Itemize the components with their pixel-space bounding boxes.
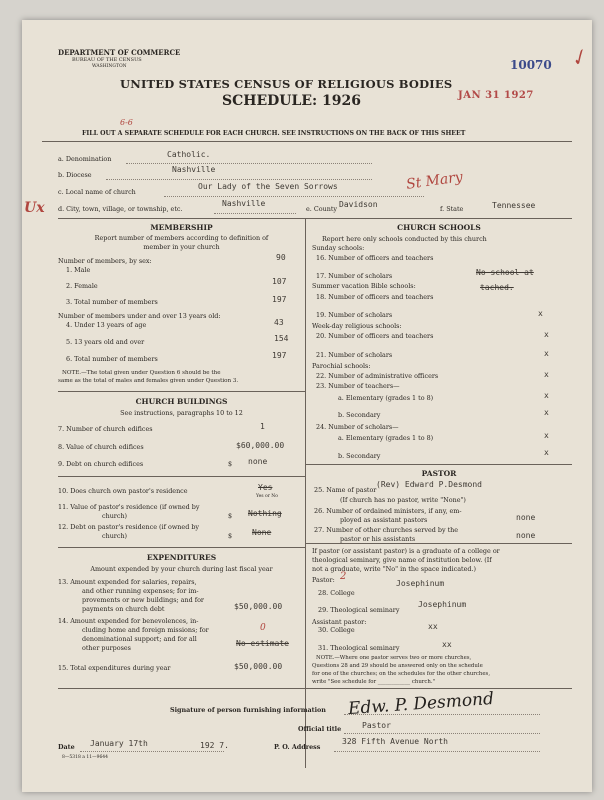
q2-value: 107 bbox=[272, 277, 287, 286]
q14-label-4: other purposes bbox=[82, 644, 131, 652]
q11-label-1: 11. Value of pastor's residence (if owned by bbox=[58, 503, 200, 511]
divider bbox=[58, 476, 305, 477]
column-divider bbox=[305, 218, 306, 768]
q14-value: No estimate bbox=[236, 639, 289, 648]
q31-value: xx bbox=[442, 640, 452, 649]
summer-label: Summer vacation Bible schools: bbox=[312, 282, 416, 290]
q14-label-2: cluding home and foreign missions; for bbox=[82, 626, 209, 634]
pastor-note-3: for one of the churches; on the schedules for the other churches, bbox=[312, 671, 491, 677]
q31-label: 31. Theological seminary bbox=[318, 644, 400, 652]
date-year: 192 7. bbox=[200, 741, 229, 750]
schools-heading: CHURCH SCHOOLS bbox=[397, 223, 481, 232]
grad-note-3: not a graduate, write "No" in the space indicated.) bbox=[312, 565, 477, 573]
address-label: P. O. Address bbox=[274, 743, 321, 751]
divider bbox=[305, 543, 572, 544]
diocese-value: Nashville bbox=[172, 165, 216, 174]
pastor-hand-note: 2 bbox=[340, 571, 347, 582]
city-value: Nashville bbox=[222, 199, 266, 208]
dotted-line bbox=[334, 751, 540, 752]
q28-label: 28. College bbox=[318, 589, 355, 597]
q5-label: 5. 13 years old and over bbox=[66, 338, 145, 346]
q9-label: 9. Debt on church edifices bbox=[58, 460, 144, 468]
divider bbox=[58, 547, 305, 548]
q26-label-2: ployed as assistant pastors bbox=[340, 516, 428, 524]
q27-label-2: pastor or his assistants bbox=[340, 535, 416, 543]
membership-note-1: NOTE.—The total given under Question 6 should be the bbox=[62, 370, 221, 376]
divider bbox=[58, 688, 572, 689]
q13-label-3: provements or new buildings; and for bbox=[82, 596, 204, 604]
city-label: d. City, town, village, or township, etc. bbox=[58, 205, 183, 213]
grad-note-1: If pastor (or assistant pastor) is a graduate of a college or bbox=[312, 547, 500, 555]
q22-label: 22. Number of administrative officers bbox=[316, 372, 439, 380]
dotted-line bbox=[126, 163, 372, 164]
divider bbox=[58, 218, 572, 219]
q20-label: 20. Number of officers and teachers bbox=[316, 332, 434, 340]
census-form bbox=[22, 20, 592, 792]
pastor-note-4: write "See schedule for ____________ church." bbox=[312, 679, 436, 685]
title-value: Pastor bbox=[362, 721, 391, 730]
q13-value: $50,000.00 bbox=[234, 602, 283, 611]
q7-value: 1 bbox=[260, 422, 265, 431]
dotted-line bbox=[344, 733, 540, 734]
q12-value: None bbox=[252, 528, 272, 537]
q14-label-3: denominational support; and for all bbox=[82, 635, 197, 643]
q15-label: 15. Total expenditures during year bbox=[58, 664, 171, 672]
q9-dollar: $ bbox=[228, 460, 233, 468]
divider bbox=[42, 141, 572, 142]
church-name-value: Our Lady of the Seven Sorrows bbox=[198, 182, 338, 191]
county-label: e. County bbox=[306, 205, 337, 213]
q14-label-1: 14. Amount expended for benevolences, in- bbox=[58, 617, 199, 625]
q13-label-4: payments on church debt bbox=[82, 605, 165, 613]
q25-sub: (If church has no pastor, write "None") bbox=[340, 496, 466, 504]
q21-label: 21. Number of scholars bbox=[316, 351, 393, 359]
instructions-line: FILL OUT A SEPARATE SCHEDULE FOR EACH CHURCH. SEE INSTRUCTIONS ON THE BACK OF THIS SHEET bbox=[82, 130, 466, 137]
q24a-x: x bbox=[544, 431, 549, 440]
q19-x: x bbox=[538, 309, 543, 318]
q22-x: x bbox=[544, 370, 549, 379]
q24a-label: a. Elementary (grades 1 to 8) bbox=[338, 434, 434, 442]
q17-value-1: No school at bbox=[476, 268, 534, 277]
church-name-label: c. Local name of church bbox=[58, 188, 136, 196]
members-by-sex-label: Number of members, by sex: bbox=[58, 257, 152, 265]
pastor-label: Pastor: bbox=[312, 576, 335, 584]
q24b-x: x bbox=[544, 448, 549, 457]
q26-label-1: 26. Number of ordained ministers, if any, em- bbox=[314, 507, 462, 515]
q7-label: 7. Number of church edifices bbox=[58, 425, 153, 433]
expenditures-heading: EXPENDITURES bbox=[146, 553, 217, 562]
form-title: UNITED STATES CENSUS OF RELIGIOUS BODIES bbox=[120, 77, 453, 91]
parochial-label: Parochial schools: bbox=[312, 362, 371, 370]
weekday-label: Week-day religious schools: bbox=[312, 322, 402, 330]
q13-label-1: 13. Amount expended for salaries, repairs, bbox=[58, 578, 197, 586]
expenditures-sub: Amount expended by your church during last fiscal year bbox=[90, 565, 273, 573]
membership-intro-1: Report number of members according to definition of bbox=[94, 234, 269, 242]
q12-label-2: church) bbox=[102, 532, 128, 540]
q5-value: 154 bbox=[274, 334, 289, 343]
divider bbox=[58, 391, 305, 392]
denomination-label: a. Denomination bbox=[58, 155, 112, 163]
q11-value: Nothing bbox=[248, 509, 282, 518]
q23-label: 23. Number of teachers— bbox=[316, 382, 400, 390]
q6-value: 197 bbox=[272, 351, 287, 360]
city-label: WASHINGTON bbox=[92, 64, 127, 69]
stamp-number: 10070 bbox=[510, 58, 552, 72]
q24b-label: b. Secondary bbox=[338, 452, 381, 460]
membership-intro-2: member in your church bbox=[143, 243, 220, 251]
q28-value: Josephinum bbox=[396, 579, 445, 588]
received-stamp: JAN 31 1927 bbox=[458, 90, 534, 101]
pastor-note-2: Questions 28 and 29 should be answered only on the schedule bbox=[312, 663, 483, 669]
margin-mark: Ux bbox=[24, 200, 45, 216]
age-label: Number of members under and over 13 years old: bbox=[58, 312, 221, 320]
q11-dollar: $ bbox=[228, 512, 233, 520]
pastor-note-1: NOTE.—Where one pastor serves two or more churches, bbox=[316, 655, 472, 661]
title-label: Official title bbox=[298, 725, 342, 733]
address-value: 328 Fifth Avenue North bbox=[342, 737, 448, 746]
q24-label: 24. Number of scholars— bbox=[316, 423, 399, 431]
q1-value: 90 bbox=[276, 253, 286, 262]
q4-value: 43 bbox=[274, 318, 284, 327]
q10-hint: Yes or No bbox=[256, 494, 278, 499]
q26-value: none bbox=[516, 513, 536, 522]
q21-x: x bbox=[544, 349, 549, 358]
handwritten-church-note: St Mary bbox=[405, 169, 464, 193]
q1-label: 1. Male bbox=[66, 266, 91, 274]
grad-note-2: theological seminary, give name of institution below. (If bbox=[312, 556, 492, 564]
q10-label: 10. Does church own pastor's residence bbox=[58, 487, 188, 495]
q30-label: 30. College bbox=[318, 626, 355, 634]
date-label: Date bbox=[58, 743, 75, 751]
denomination-value: Catholic. bbox=[167, 150, 211, 159]
pastor-heading: PASTOR bbox=[421, 469, 457, 478]
q27-label-1: 27. Number of other churches served by the bbox=[314, 526, 459, 534]
q25-label: 25. Name of pastor bbox=[314, 486, 377, 494]
q23a-x: x bbox=[544, 391, 549, 400]
q27-value: none bbox=[516, 531, 536, 540]
check-mark: ✓ bbox=[565, 43, 592, 73]
q29-label: 29. Theological seminary bbox=[318, 606, 400, 614]
q10-value: Yes bbox=[258, 483, 273, 492]
buildings-heading: CHURCH BUILDINGS bbox=[135, 397, 228, 406]
date-value: January 17th bbox=[90, 739, 148, 748]
q13-label-2: and other running expenses; for im- bbox=[82, 587, 199, 595]
q8-value: $60,000.00 bbox=[236, 441, 285, 450]
q23b-label: b. Secondary bbox=[338, 411, 381, 419]
q18-label: 18. Number of officers and teachers bbox=[316, 293, 434, 301]
form-code: 8—5318 a 11—9644 bbox=[62, 755, 109, 760]
sunday-label: Sunday schools: bbox=[312, 244, 365, 252]
q14-hand-note: 0 bbox=[260, 623, 266, 633]
dotted-line bbox=[80, 751, 224, 752]
q9-value: none bbox=[248, 457, 268, 466]
schools-intro: Report here only schools conducted by this church bbox=[322, 235, 487, 243]
dotted-line bbox=[214, 213, 296, 214]
signature: Edw. P. Desmond bbox=[347, 688, 495, 720]
bureau-label: BUREAU OF THE CENSUS bbox=[72, 57, 142, 63]
buildings-sub: See instructions, paragraphs 10 to 12 bbox=[120, 409, 243, 417]
q23b-x: x bbox=[544, 408, 549, 417]
q3-label: 3. Total number of members bbox=[66, 298, 158, 306]
q25-value: (Rev) Edward P.Desmond bbox=[376, 480, 482, 489]
membership-heading: MEMBERSHIP bbox=[150, 223, 213, 232]
q17-value-2: tached. bbox=[480, 283, 514, 292]
q19-label: 19. Number of scholars bbox=[316, 311, 393, 319]
dotted-line bbox=[106, 179, 372, 180]
diocese-label: b. Diocese bbox=[58, 171, 92, 179]
q11-label-2: church) bbox=[102, 512, 128, 520]
dotted-line bbox=[164, 196, 424, 197]
divider bbox=[305, 464, 572, 465]
q12-dollar: $ bbox=[228, 532, 233, 540]
q2-label: 2. Female bbox=[66, 282, 98, 290]
department-label: DEPARTMENT OF COMMERCE bbox=[58, 48, 181, 57]
q8-label: 8. Value of church edifices bbox=[58, 443, 144, 451]
q23a-label: a. Elementary (grades 1 to 8) bbox=[338, 394, 434, 402]
q12-label-1: 12. Debt on pastor's residence (if owned by bbox=[58, 523, 200, 531]
q3-value: 197 bbox=[272, 295, 287, 304]
q17-label: 17. Number of scholars bbox=[316, 272, 393, 280]
q16-label: 16. Number of officers and teachers bbox=[316, 254, 434, 262]
membership-note-2: same as the total of males and females given under Question 3. bbox=[58, 378, 239, 384]
q20-x: x bbox=[544, 330, 549, 339]
q29-value: Josephinum bbox=[418, 600, 467, 609]
hand-note: 6-6 bbox=[120, 118, 133, 127]
q4-label: 4. Under 13 years of age bbox=[66, 321, 147, 329]
q15-value: $50,000.00 bbox=[234, 662, 283, 671]
q30-value: xx bbox=[428, 622, 438, 631]
assistant-label: Assistant pastor: bbox=[312, 618, 367, 626]
signature-label: Signature of person furnishing information bbox=[170, 706, 326, 714]
q6-label: 6. Total number of members bbox=[66, 355, 158, 363]
state-value: Tennessee bbox=[492, 201, 536, 210]
state-label: f. State bbox=[440, 205, 464, 213]
schedule-title: SCHEDULE: 1926 bbox=[222, 93, 362, 109]
county-value: Davidson bbox=[339, 200, 378, 209]
